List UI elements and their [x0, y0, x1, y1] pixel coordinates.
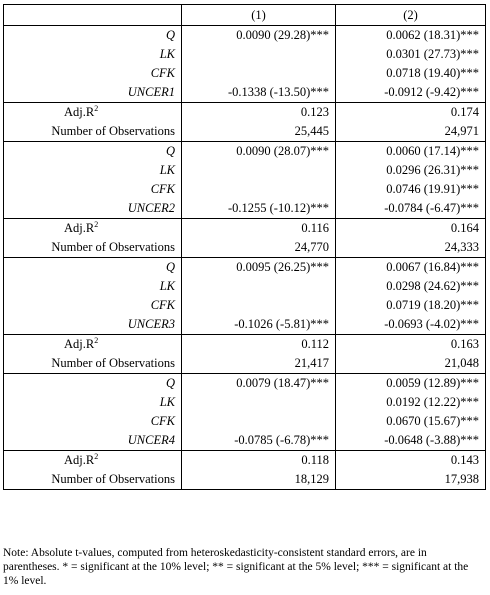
- stats-block-3: [4, 335, 486, 374]
- observations-value: 24,770: [294, 240, 329, 254]
- observations-label: Number of Observations: [51, 472, 175, 486]
- stats-label-cell: [4, 335, 182, 374]
- variable-label: UNCER2: [127, 201, 175, 215]
- adj-r2-label-text: Adj.R: [64, 453, 95, 467]
- variable-label: LK: [159, 395, 175, 409]
- variable-label-cell: [4, 142, 182, 219]
- adj-r2-value: 0.112: [301, 337, 329, 351]
- col1-value: [182, 161, 329, 180]
- adj-r2-superscript: 2: [94, 335, 99, 345]
- stats-label-cell: [4, 103, 182, 142]
- col2-value: 0.0301 (27.73)***: [386, 47, 479, 61]
- col1-value: [182, 277, 329, 296]
- col1-value-cell: [182, 26, 336, 103]
- variable-label: Q: [165, 260, 175, 274]
- adj-r2-label: [4, 219, 175, 238]
- stats-c2-cell: [336, 219, 486, 258]
- adj-r2-value: 0.143: [450, 453, 479, 467]
- adj-r2-label-text: Adj.R: [64, 221, 95, 235]
- observations-value: 24,333: [444, 240, 479, 254]
- regression-table-body: [4, 5, 486, 490]
- observations-value: 24,971: [444, 124, 479, 138]
- adj-r2-label: [4, 451, 175, 470]
- header-col2: (2): [336, 5, 486, 26]
- stats-c2-cell: [336, 103, 486, 142]
- stats-c1-cell: [182, 103, 336, 142]
- variable-label: CFK: [150, 66, 175, 80]
- variable-label: Q: [165, 376, 175, 390]
- col1-value: 0.0090 (28.07)***: [236, 144, 329, 158]
- stats-c1-cell: [182, 335, 336, 374]
- adj-r2-value: 0.123: [300, 105, 329, 119]
- adj-r2-value: 0.174: [450, 105, 479, 119]
- col2-value: -0.0693 (-4.02)***: [384, 317, 479, 331]
- col1-value: [182, 296, 329, 315]
- variable-label: LK: [159, 279, 175, 293]
- col1-value: [182, 45, 329, 64]
- col2-value: 0.0298 (24.62)***: [386, 279, 479, 293]
- adj-r2-label-text: Adj.R: [64, 105, 95, 119]
- col1-value-cell: [182, 142, 336, 219]
- col2-value: 0.0062 (18.31)***: [386, 28, 479, 42]
- col2-value: 0.0192 (12.22)***: [386, 395, 479, 409]
- coefficient-block-3: [4, 258, 486, 335]
- col1-value: -0.1338 (-13.50)***: [227, 85, 329, 99]
- col2-value: -0.0912 (-9.42)***: [384, 85, 479, 99]
- stats-c1-cell: [182, 451, 336, 490]
- col2-value: -0.0648 (-3.88)***: [384, 433, 479, 447]
- col1-value: [182, 393, 329, 412]
- observations-label: Number of Observations: [51, 124, 175, 138]
- col2-value-cell: [336, 26, 486, 103]
- variable-label: LK: [159, 163, 175, 177]
- coefficient-block-4: [4, 374, 486, 451]
- col1-value: [182, 64, 329, 83]
- col2-value: 0.0067 (16.84)***: [386, 260, 479, 274]
- col1-value: -0.1255 (-10.12)***: [227, 201, 329, 215]
- variable-label: UNCER1: [127, 85, 175, 99]
- col2-value: 0.0718 (19.40)***: [386, 66, 479, 80]
- col2-value: 0.0746 (19.91)***: [386, 182, 479, 196]
- col1-value: 0.0079 (18.47)***: [236, 376, 329, 390]
- variable-label: LK: [159, 47, 175, 61]
- observations-value: 17,938: [444, 472, 479, 486]
- stats-block-4: [4, 451, 486, 490]
- col1-value-cell: [182, 374, 336, 451]
- variable-label: UNCER3: [127, 317, 175, 331]
- adj-r2-value: 0.118: [301, 453, 329, 467]
- observations-label: Number of Observations: [51, 240, 175, 254]
- observations-value: 21,048: [444, 356, 479, 370]
- header-row: [4, 5, 486, 26]
- table-note: Note: Absolute t-values, computed from heteroskedasticity-consistent standard errors, are in parentheses. * = significant at the 10% level; ** = significant at the 5% level; *** = significant at the 1% level.: [3, 547, 469, 587]
- stats-block-2: [4, 219, 486, 258]
- adj-r2-value: 0.116: [301, 221, 329, 235]
- adj-r2-value: 0.164: [450, 221, 479, 235]
- stats-c1-cell: [182, 219, 336, 258]
- col1-value: -0.0785 (-6.78)***: [234, 433, 329, 447]
- coefficient-block-2: [4, 142, 486, 219]
- col2-value: 0.0670 (15.67)***: [386, 414, 479, 428]
- stats-c2-cell: [336, 451, 486, 490]
- variable-label: CFK: [150, 414, 175, 428]
- adj-r2-value: 0.163: [450, 337, 479, 351]
- header-empty-cell: [4, 5, 182, 26]
- col2-value: 0.0719 (18.20)***: [386, 298, 479, 312]
- header-col1: (1): [182, 5, 336, 26]
- observations-value: 18,129: [294, 472, 329, 486]
- col2-value-cell: [336, 374, 486, 451]
- observations-value: 21,417: [294, 356, 329, 370]
- coefficient-block-1: [4, 26, 486, 103]
- col1-value-cell: [182, 258, 336, 335]
- variable-label: CFK: [150, 298, 175, 312]
- col1-value: [182, 180, 329, 199]
- adj-r2-superscript: 2: [94, 451, 99, 461]
- adj-r2-label: [4, 103, 175, 122]
- col1-value: 0.0090 (29.28)***: [236, 28, 329, 42]
- variable-label-cell: [4, 374, 182, 451]
- observations-label: Number of Observations: [51, 356, 175, 370]
- stats-label-cell: [4, 451, 182, 490]
- variable-label-cell: [4, 258, 182, 335]
- observations-value: 25,445: [294, 124, 329, 138]
- adj-r2-superscript: 2: [94, 103, 99, 113]
- col2-value-cell: [336, 258, 486, 335]
- stats-label-cell: [4, 219, 182, 258]
- col1-value: -0.1026 (-5.81)***: [234, 317, 329, 331]
- adj-r2-superscript: 2: [94, 219, 99, 229]
- variable-label: UNCER4: [127, 433, 175, 447]
- col2-value: 0.0059 (12.89)***: [386, 376, 479, 390]
- col2-value: 0.0296 (26.31)***: [386, 163, 479, 177]
- variable-label: Q: [165, 144, 175, 158]
- col2-value-cell: [336, 142, 486, 219]
- stats-block-1: [4, 103, 486, 142]
- variable-label: CFK: [150, 182, 175, 196]
- col1-value: 0.0095 (26.25)***: [236, 260, 329, 274]
- regression-table: [3, 4, 486, 490]
- col1-value: [182, 412, 329, 431]
- stats-c2-cell: [336, 335, 486, 374]
- variable-label: Q: [165, 28, 175, 42]
- variable-label-cell: [4, 26, 182, 103]
- col2-value: 0.0060 (17.14)***: [386, 144, 479, 158]
- col2-value: -0.0784 (-6.47)***: [384, 201, 479, 215]
- adj-r2-label-text: Adj.R: [64, 337, 95, 351]
- adj-r2-label: [4, 335, 175, 354]
